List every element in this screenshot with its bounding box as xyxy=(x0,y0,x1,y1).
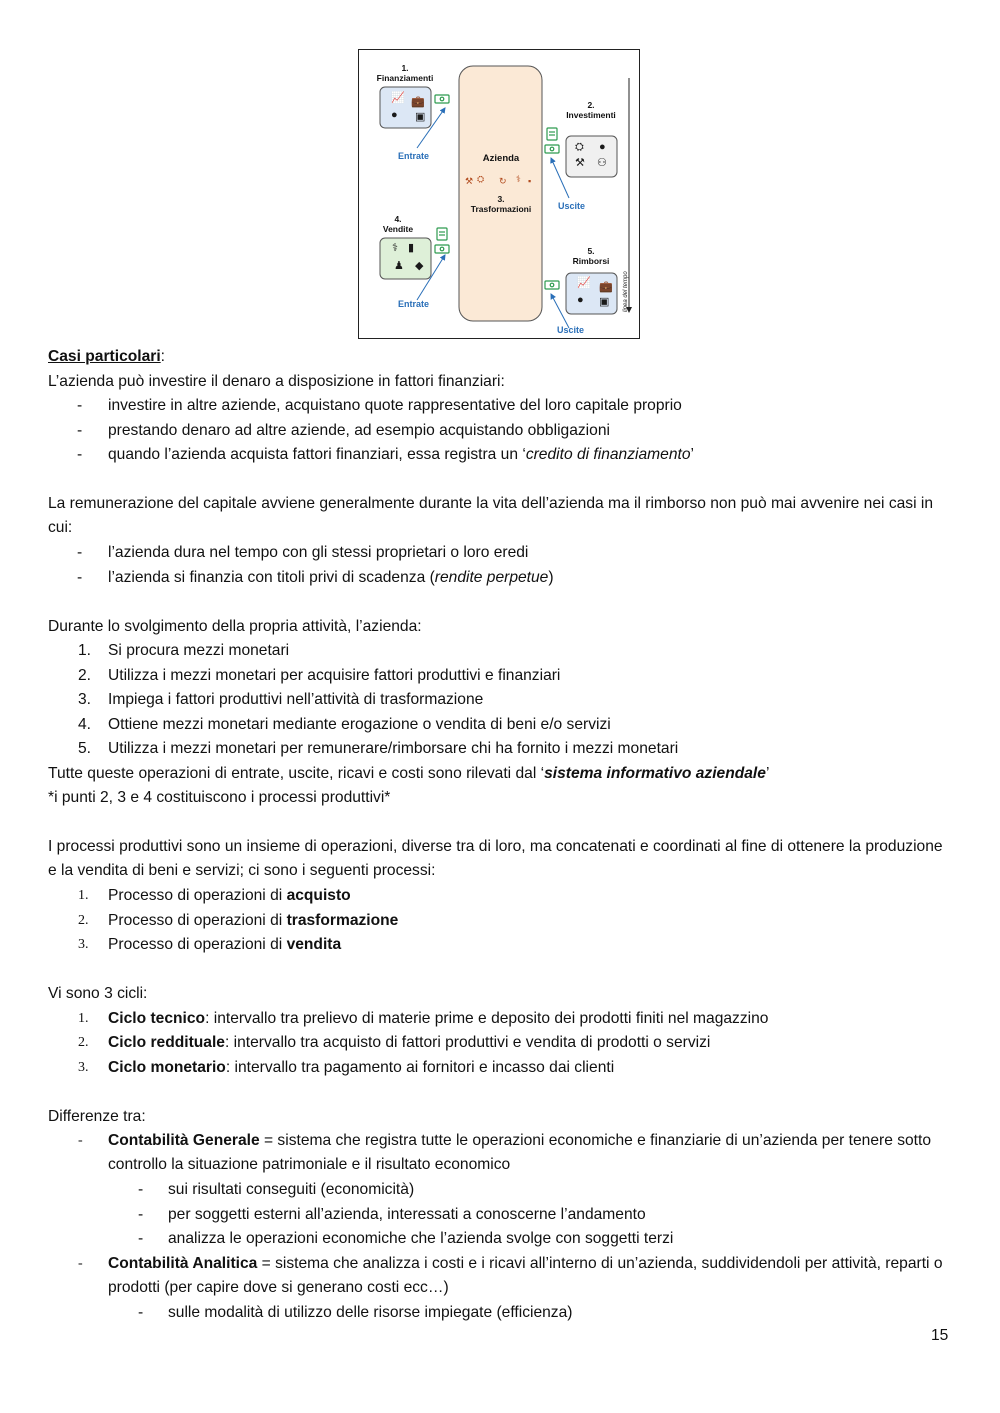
item-text-em: rendite perpetue xyxy=(434,568,549,586)
dash-marker: - xyxy=(77,446,83,463)
ciclo-name: Ciclo reddituale xyxy=(108,1034,225,1051)
summary-post: ’ xyxy=(765,764,770,782)
list-item-text xyxy=(108,1031,710,1055)
remunerazione-paragraph: La remunerazione del capitale avviene generalmente durante la vita dell’azienda ma il rimborso non può mai avvenire nei casi in cui: xyxy=(48,495,934,537)
dash-marker: - xyxy=(78,1133,83,1148)
page-number: 15 xyxy=(931,1327,949,1344)
step-1-number: 1. xyxy=(401,63,409,73)
briefcase-icon: 💼 xyxy=(599,281,613,293)
summary-em: sistema informativo aziendale xyxy=(544,764,766,782)
dash-marker: - xyxy=(77,568,83,586)
contabilita-generale-desc: = sistema che registra tutte le operazioni economiche e finanziarie di un’azienda per tenere sotto controllo la situazione patrimoniale e il risultato economico xyxy=(108,1132,932,1174)
number-marker: 3. xyxy=(78,691,92,708)
process-name: vendita xyxy=(286,936,342,953)
sub-list-item-text: per soggetti esterni all’azienda, interessati a conoscerne l’andamento xyxy=(168,1205,646,1223)
item-text-post: ) xyxy=(548,568,554,586)
timeline-label: linea del tempo xyxy=(623,271,629,312)
chart-icon: 📈 xyxy=(577,277,591,289)
cycle-icon: ↻ xyxy=(499,176,507,186)
item-text-pre: l’azienda si finanzia con titoli privi di scadenza ( xyxy=(108,568,435,586)
investimenti-label: Investimenti xyxy=(566,110,616,120)
entrate-label-bottom: Entrate xyxy=(398,299,430,309)
contabilita-generale-name: Contabilità Generale xyxy=(108,1132,260,1149)
rimborsi-label: Rimborsi xyxy=(572,256,610,266)
list-item-text xyxy=(108,1007,768,1031)
processi-paragraph: I processi produttivi sono un insieme di operazioni, diverse tra di loro, ma concatenati e coordinati al fine di ottenere la produzione e la vendita di beni e servizi; ci sono i seguenti processi: xyxy=(48,838,943,880)
box-icon: ◆ xyxy=(415,260,424,272)
list-item-text xyxy=(108,933,341,957)
number-marker: 2. xyxy=(78,666,92,684)
box-investimenti xyxy=(566,136,617,177)
bank-icon: ● xyxy=(577,294,584,306)
step-4-label xyxy=(373,214,423,234)
tools-icon: ⚒ xyxy=(575,157,585,169)
durante-intro: Durante lo svolgimento della propria attività, l’azienda: xyxy=(48,617,422,635)
list-item-text xyxy=(108,884,351,908)
azienda-title: Azienda xyxy=(482,153,520,164)
dash-marker: - xyxy=(77,397,83,414)
network-icon: ⚇ xyxy=(597,157,607,169)
number-marker: 1. xyxy=(78,1010,89,1026)
box-icon: ▪ xyxy=(528,176,532,186)
uscite-label-top: Uscite xyxy=(558,201,586,211)
crane-icon: ⛭ xyxy=(575,141,584,153)
dash-marker: - xyxy=(77,421,83,439)
briefcase-icon: 💼 xyxy=(411,96,425,108)
list-item-text xyxy=(108,1129,953,1178)
safe-icon: ▣ xyxy=(415,111,426,123)
step-3-label xyxy=(459,194,543,214)
ciclo-desc: : intervallo tra prelievo di materie prime e deposito dei prodotti finiti nel magazzino xyxy=(205,1009,769,1027)
process-name: acquisto xyxy=(286,887,351,904)
step-1-label xyxy=(373,63,437,83)
crane-icon: ⛭ xyxy=(477,174,485,184)
dash-marker: - xyxy=(138,1230,144,1247)
sub-list-item-text: sulle modalità di utilizzo delle risorse impiegate (efficienza) xyxy=(168,1303,573,1321)
list-item-text xyxy=(108,1252,953,1301)
dash-marker: - xyxy=(138,1205,144,1223)
ciclo-name: Ciclo monetario xyxy=(108,1058,226,1076)
list-item-text xyxy=(108,443,694,467)
differenze-intro: Differenze tra: xyxy=(48,1107,146,1125)
finanziamenti-label: Finanziamenti xyxy=(376,73,434,83)
box-vendite xyxy=(380,238,431,279)
item-text-pre: quando l’azienda acquista fattori finanziari, essa registra un ‘ xyxy=(108,446,526,463)
number-marker: 3. xyxy=(78,1059,89,1075)
number-marker: 1. xyxy=(78,642,92,659)
step-5-number: 5. xyxy=(587,246,595,256)
summary-pre: Tutte queste operazioni di entrate, uscite, ricavi e costi sono rilevati dal ‘ xyxy=(48,764,545,782)
casi-heading-colon: : xyxy=(160,348,166,365)
uscite-label-bottom: Uscite xyxy=(557,325,585,335)
cicli-intro: Vi sono 3 cicli: xyxy=(48,985,148,1002)
list-item-text: Si procura mezzi monetari xyxy=(108,642,290,659)
item-text-em: credito di finanziamento xyxy=(525,446,691,463)
number-marker: 2. xyxy=(78,1035,89,1050)
cycle-diagram xyxy=(358,49,640,339)
list-item-text: prestando denaro ad altre aziende, ad esempio acquistando obbligazioni xyxy=(108,421,610,439)
item-text-post: ’ xyxy=(690,446,694,463)
dash-marker: - xyxy=(78,1255,83,1271)
ciclo-desc: : intervallo tra pagamento ai fornitori e incasso dai clienti xyxy=(225,1058,615,1076)
step-5-label xyxy=(555,246,627,266)
list-item-text: Utilizza i mezzi monetari per remunerare/rimborsare chi ha fornito i mezzi monetari xyxy=(108,740,679,757)
sub-list-item-text: sui risultati conseguiti (economicità) xyxy=(168,1181,415,1198)
chart-icon: ▮ xyxy=(408,242,415,254)
sub-list-item-text: analizza le operazioni economiche che l’azienda svolge con soggetti terzi xyxy=(168,1230,674,1247)
list-item-text: Ottiene mezzi monetari mediante erogazione o vendita di beni e/o servizi xyxy=(108,715,611,733)
list-item-text: investire in altre aziende, acquistano quote rappresentative del loro capitale proprio xyxy=(108,397,682,414)
list-item-text: Impiega i fattori produttivi nell’attività di trasformazione xyxy=(108,691,484,708)
casi-heading xyxy=(48,345,165,369)
step-3-number: 3. xyxy=(497,194,505,204)
number-marker: 2. xyxy=(78,912,89,928)
number-marker: 4. xyxy=(78,715,92,733)
process-prefix: Processo di operazioni di xyxy=(108,936,287,953)
dash-marker: - xyxy=(138,1303,144,1321)
number-marker: 1. xyxy=(78,888,89,903)
tools-icon: ⚒ xyxy=(465,176,474,186)
trasformazioni-label: Trasformazioni xyxy=(470,204,532,214)
person-icon: ● xyxy=(599,141,606,153)
list-item-text xyxy=(108,909,398,933)
casi-heading-text: Casi particolari xyxy=(48,348,161,365)
step-2-label xyxy=(555,100,627,120)
list-item-text: Utilizza i mezzi monetari per acquisire fattori produttivi e finanziari xyxy=(108,666,561,684)
dash-marker: - xyxy=(138,1181,144,1198)
process-prefix: Processo di operazioni di xyxy=(108,887,287,904)
ciclo-desc: : intervallo tra acquisto di fattori produttivi e vendita di prodotti o servizi xyxy=(224,1034,711,1051)
durante-note: *i punti 2, 3 e 4 costituiscono i processi produttivi* xyxy=(48,789,391,806)
process-name: trasformazione xyxy=(286,911,399,929)
stethoscope-icon: ⚕ xyxy=(516,174,521,184)
bank-icon: ● xyxy=(391,109,398,121)
number-marker: 3. xyxy=(78,937,89,952)
process-prefix: Processo di operazioni di xyxy=(108,911,287,929)
list-item-text xyxy=(108,1056,614,1080)
safe-icon: ▣ xyxy=(599,296,610,308)
vendite-label: Vendite xyxy=(382,224,414,234)
contabilita-analitica-name: Contabilità Analitica xyxy=(108,1254,258,1272)
step-4-number: 4. xyxy=(394,214,402,224)
list-item-text: l’azienda dura nel tempo con gli stessi proprietari o loro eredi xyxy=(108,544,529,561)
durante-summary xyxy=(48,762,769,786)
worker-icon: ♟ xyxy=(394,260,404,272)
list-item-text xyxy=(108,566,554,590)
chart-icon: 📈 xyxy=(391,92,405,104)
ciclo-name: Ciclo tecnico xyxy=(108,1009,206,1027)
number-marker: 5. xyxy=(78,740,92,757)
contabilita-analitica-desc: = sistema che analizza i costi e i ricavi all’interno di un’azienda, suddividendoli per attività, reparti o prodotti (per capire dove si generano costi ecc…) xyxy=(108,1254,943,1296)
step-2-number: 2. xyxy=(587,100,595,110)
entrate-label-top: Entrate xyxy=(398,151,430,161)
stethoscope-icon: ⚕ xyxy=(392,242,398,254)
casi-intro: L’azienda può investire il denaro a disposizione in fattori finanziari: xyxy=(48,372,505,390)
dash-marker: - xyxy=(77,544,83,561)
